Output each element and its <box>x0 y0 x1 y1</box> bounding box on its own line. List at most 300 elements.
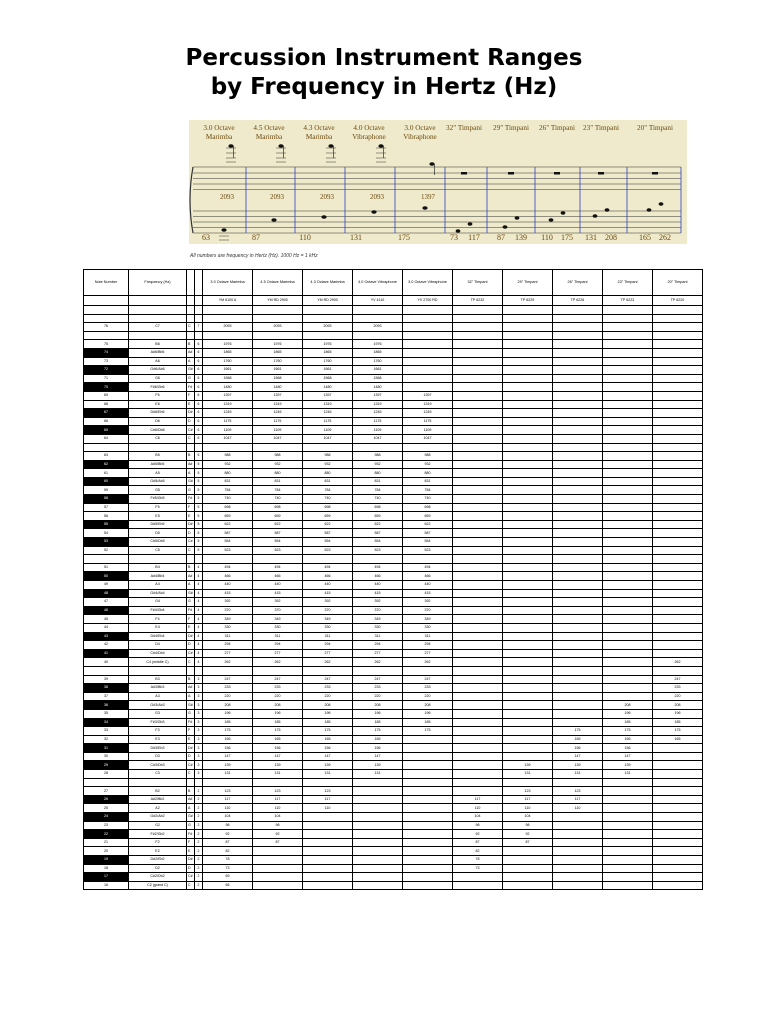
note-name: C3 <box>129 770 187 779</box>
freq-vibraphone-4: 294 <box>353 641 403 650</box>
freq-marimba-45: 208 <box>253 701 303 710</box>
note-number: 38 <box>84 684 129 693</box>
octave: 3 <box>195 735 203 744</box>
freq-timpani-26 <box>553 598 603 607</box>
freq-timpani-26 <box>553 701 603 710</box>
freq-vibraphone-4: 392 <box>353 598 403 607</box>
freq-marimba-45: 1976 <box>253 340 303 349</box>
spacer-row <box>84 331 703 340</box>
freq-timpani-32 <box>453 409 503 418</box>
note-letter: G <box>187 821 195 830</box>
empty-cell <box>203 314 253 323</box>
freq-timpani-29 <box>503 632 553 641</box>
octave: 3 <box>195 761 203 770</box>
freq-vibraphone-4: 156 <box>353 744 403 753</box>
freq-vibraphone-3: 554 <box>403 538 453 547</box>
table-row <box>84 821 703 830</box>
empty-cell <box>129 331 187 340</box>
note-name: E3 <box>129 735 187 744</box>
note-name: G3 <box>129 709 187 718</box>
freq-timpani-29 <box>503 417 553 426</box>
freq-marimba-3: 92 <box>203 830 253 839</box>
note-name: A2 <box>129 804 187 813</box>
freq-timpani-26 <box>553 460 603 469</box>
freq-timpani-26 <box>553 529 603 538</box>
freq-timpani-23 <box>603 486 653 495</box>
freq-timpani-26: 156 <box>553 744 603 753</box>
model-number: TP 6229 <box>503 296 553 306</box>
freq-marimba-3: 262 <box>203 658 253 667</box>
note-name: G#4/Ab4 <box>129 589 187 598</box>
freq-timpani-23 <box>603 881 653 890</box>
freq-timpani-20 <box>653 512 703 521</box>
freq-timpani-20 <box>653 804 703 813</box>
freq-timpani-26 <box>553 563 603 572</box>
freq-marimba-3: 1319 <box>203 400 253 409</box>
freq-timpani-32 <box>453 460 503 469</box>
octave: 4 <box>195 563 203 572</box>
freq-marimba-3: 988 <box>203 452 253 461</box>
freq-timpani-29 <box>503 495 553 504</box>
spacer-row <box>84 666 703 675</box>
freq-vibraphone-4: 233 <box>353 684 403 693</box>
table-row <box>84 752 703 761</box>
note-name: F3 <box>129 727 187 736</box>
empty-cell <box>453 314 503 323</box>
table-row <box>84 495 703 504</box>
freq-vibraphone-4: 466 <box>353 572 403 581</box>
freq-timpani-20 <box>653 426 703 435</box>
table-row <box>84 761 703 770</box>
freq-timpani-26 <box>553 374 603 383</box>
freq-marimba-45: 349 <box>253 615 303 624</box>
freq-vibraphone-3: 196 <box>403 709 453 718</box>
freq-vibraphone-4: 1109 <box>353 426 403 435</box>
freq-timpani-32 <box>453 727 503 736</box>
column-header: Note Number <box>84 270 129 296</box>
empty-cell <box>353 306 403 315</box>
freq-timpani-26 <box>553 409 603 418</box>
freq-marimba-45: 440 <box>253 581 303 590</box>
octave: 2 <box>195 804 203 813</box>
note-number: 37 <box>84 692 129 701</box>
note-number: 24 <box>84 813 129 822</box>
freq-marimba-3: 233 <box>203 684 253 693</box>
note-number: 53 <box>84 538 129 547</box>
empty-cell <box>203 306 253 315</box>
octave: 2 <box>195 838 203 847</box>
freq-vibraphone-3 <box>403 830 453 839</box>
freq-timpani-23 <box>603 675 653 684</box>
freq-marimba-43: 117 <box>303 795 353 804</box>
freq-marimba-43: 1976 <box>303 340 353 349</box>
range-bottom-label: 87 <box>497 233 505 242</box>
octave: 3 <box>195 701 203 710</box>
freq-timpani-32 <box>453 572 503 581</box>
freq-marimba-3: 123 <box>203 787 253 796</box>
freq-timpani-32 <box>453 520 503 529</box>
freq-timpani-29 <box>503 649 553 658</box>
freq-timpani-29 <box>503 684 553 693</box>
freq-timpani-32 <box>453 735 503 744</box>
range-bottom-note <box>371 210 376 214</box>
model-number: YM RD 2900 <box>253 296 303 306</box>
freq-marimba-45: 587 <box>253 529 303 538</box>
freq-timpani-23: 156 <box>603 744 653 753</box>
freq-vibraphone-4: 880 <box>353 469 403 478</box>
freq-timpani-23 <box>603 426 653 435</box>
freq-marimba-45: 494 <box>253 563 303 572</box>
range-top-label: 2093 <box>270 193 284 201</box>
freq-vibraphone-3: 185 <box>403 718 453 727</box>
freq-timpani-20 <box>653 323 703 332</box>
freq-timpani-32 <box>453 348 503 357</box>
empty-cell <box>453 306 503 315</box>
empty-cell <box>653 666 703 675</box>
note-number: 68 <box>84 400 129 409</box>
freq-vibraphone-3 <box>403 383 453 392</box>
freq-vibraphone-3: 523 <box>403 546 453 555</box>
freq-timpani-20 <box>653 598 703 607</box>
freq-marimba-43: 131 <box>303 770 353 779</box>
freq-timpani-20 <box>653 847 703 856</box>
freq-marimba-43: 247 <box>303 675 353 684</box>
freq-vibraphone-3: 1175 <box>403 417 453 426</box>
rest-mark <box>554 172 560 175</box>
freq-timpani-20 <box>653 606 703 615</box>
note-number: 69 <box>84 391 129 400</box>
note-name: A#3/Bb3 <box>129 684 187 693</box>
octave: 2 <box>195 813 203 822</box>
freq-timpani-23 <box>603 452 653 461</box>
freq-timpani-23 <box>603 572 653 581</box>
freq-vibraphone-4: 185 <box>353 718 403 727</box>
freq-marimba-3: 1397 <box>203 391 253 400</box>
range-bottom-label: 63 <box>202 233 210 242</box>
note-number: 39 <box>84 675 129 684</box>
note-letter: A# <box>187 572 195 581</box>
instrument-name: 23" Timpani <box>583 124 619 132</box>
spacer-row <box>84 314 703 323</box>
column-header <box>195 270 203 296</box>
freq-marimba-43: 466 <box>303 572 353 581</box>
freq-marimba-43: 147 <box>303 752 353 761</box>
empty-cell <box>84 306 129 315</box>
spacer-row <box>84 778 703 787</box>
freq-timpani-26 <box>553 709 603 718</box>
note-letter: A <box>187 469 195 478</box>
table-row <box>84 469 703 478</box>
title-line-1: Percussion Instrument Ranges <box>185 45 583 71</box>
freq-timpani-32: 98 <box>453 821 503 830</box>
table-row <box>84 649 703 658</box>
freq-timpani-20 <box>653 813 703 822</box>
freq-timpani-20: 247 <box>653 675 703 684</box>
octave: 3 <box>195 692 203 701</box>
freq-timpani-29 <box>503 374 553 383</box>
note-letter: F <box>187 838 195 847</box>
freq-timpani-23 <box>603 348 653 357</box>
note-number: 54 <box>84 529 129 538</box>
freq-vibraphone-4 <box>353 847 403 856</box>
freq-vibraphone-4: 220 <box>353 692 403 701</box>
freq-timpani-23: 165 <box>603 735 653 744</box>
freq-vibraphone-4: 831 <box>353 477 403 486</box>
freq-marimba-45: 220 <box>253 692 303 701</box>
note-number: 74 <box>84 348 129 357</box>
freq-timpani-23 <box>603 366 653 375</box>
freq-vibraphone-4: 587 <box>353 529 403 538</box>
freq-vibraphone-3 <box>403 787 453 796</box>
freq-timpani-26 <box>553 581 603 590</box>
freq-timpani-29 <box>503 881 553 890</box>
freq-marimba-43: 698 <box>303 503 353 512</box>
empty-cell <box>195 306 203 315</box>
freq-timpani-29 <box>503 701 553 710</box>
note-name: B2 <box>129 787 187 796</box>
note-letter: F <box>187 727 195 736</box>
note-number: 76 <box>84 323 129 332</box>
freq-timpani-23 <box>603 495 653 504</box>
freq-marimba-43: 880 <box>303 469 353 478</box>
freq-marimba-45: 1760 <box>253 357 303 366</box>
instrument-name-line-2: Marimba <box>305 133 333 141</box>
freq-timpani-32: 117 <box>453 795 503 804</box>
freq-marimba-3: 247 <box>203 675 253 684</box>
freq-timpani-20 <box>653 615 703 624</box>
freq-marimba-3: 330 <box>203 623 253 632</box>
freq-marimba-3: 2093 <box>203 323 253 332</box>
freq-timpani-26 <box>553 426 603 435</box>
note-letter: C <box>187 770 195 779</box>
note-number: 30 <box>84 752 129 761</box>
freq-timpani-26 <box>553 383 603 392</box>
freq-timpani-23 <box>603 434 653 443</box>
freq-marimba-43: 349 <box>303 615 353 624</box>
empty-cell <box>303 443 353 452</box>
freq-timpani-26: 165 <box>553 735 603 744</box>
freq-marimba-45: 1047 <box>253 434 303 443</box>
freq-vibraphone-3 <box>403 770 453 779</box>
note-number: 73 <box>84 357 129 366</box>
freq-marimba-45: 156 <box>253 744 303 753</box>
freq-vibraphone-3 <box>403 821 453 830</box>
freq-marimba-3: 587 <box>203 529 253 538</box>
freq-vibraphone-3 <box>403 374 453 383</box>
freq-timpani-26 <box>553 718 603 727</box>
empty-cell <box>84 555 129 564</box>
note-number: 26 <box>84 795 129 804</box>
freq-marimba-3: 208 <box>203 701 253 710</box>
freq-timpani-23: 147 <box>603 752 653 761</box>
freq-vibraphone-3 <box>403 735 453 744</box>
freq-marimba-3: 277 <box>203 649 253 658</box>
freq-timpani-26 <box>553 632 603 641</box>
note-name: E4 <box>129 623 187 632</box>
range-top-note <box>468 222 473 225</box>
freq-marimba-45 <box>253 873 303 882</box>
empty-cell <box>453 331 503 340</box>
freq-timpani-23 <box>603 409 653 418</box>
freq-marimba-45: 233 <box>253 684 303 693</box>
note-letter: A# <box>187 795 195 804</box>
octave: 5 <box>195 486 203 495</box>
freq-timpani-20 <box>653 340 703 349</box>
freq-timpani-26 <box>553 838 603 847</box>
empty-cell <box>195 778 203 787</box>
page-title <box>0 44 768 102</box>
freq-timpani-26 <box>553 684 603 693</box>
freq-vibraphone-4: 262 <box>353 658 403 667</box>
empty-cell <box>453 666 503 675</box>
freq-timpani-32 <box>453 366 503 375</box>
note-number: 25 <box>84 804 129 813</box>
freq-marimba-43: 370 <box>303 606 353 615</box>
freq-timpani-23 <box>603 821 653 830</box>
octave: 6 <box>195 409 203 418</box>
table-row <box>84 426 703 435</box>
freq-marimba-43 <box>303 881 353 890</box>
empty-cell <box>553 555 603 564</box>
freq-timpani-29 <box>503 323 553 332</box>
freq-vibraphone-4: 349 <box>353 615 403 624</box>
table-row <box>84 692 703 701</box>
empty-cell <box>253 443 303 452</box>
freq-timpani-23 <box>603 623 653 632</box>
freq-marimba-3: 196 <box>203 709 253 718</box>
freq-timpani-29 <box>503 520 553 529</box>
note-name: B3 <box>129 675 187 684</box>
freq-marimba-43: 494 <box>303 563 353 572</box>
freq-timpani-26 <box>553 873 603 882</box>
freq-timpani-26 <box>553 589 603 598</box>
freq-vibraphone-4: 622 <box>353 520 403 529</box>
freq-timpani-29 <box>503 340 553 349</box>
empty-cell <box>253 555 303 564</box>
note-number: 16 <box>84 881 129 890</box>
freq-timpani-26 <box>553 641 603 650</box>
note-number: 20 <box>84 847 129 856</box>
freq-timpani-20 <box>653 752 703 761</box>
freq-marimba-45: 1175 <box>253 417 303 426</box>
freq-timpani-29 <box>503 357 553 366</box>
freq-timpani-20: 196 <box>653 709 703 718</box>
freq-vibraphone-3 <box>403 761 453 770</box>
freq-timpani-26 <box>553 434 603 443</box>
freq-vibraphone-3: 294 <box>403 641 453 650</box>
empty-cell <box>403 314 453 323</box>
model-number <box>129 296 187 306</box>
table-row <box>84 856 703 865</box>
freq-timpani-20 <box>653 744 703 753</box>
frequency-note: All numbers are frequency in Hertz (Hz). 1000 Hz = 1 kHz <box>190 253 318 259</box>
rest-mark <box>652 172 658 175</box>
freq-timpani-29 <box>503 744 553 753</box>
freq-timpani-20 <box>653 434 703 443</box>
table-row <box>84 486 703 495</box>
table-row <box>84 409 703 418</box>
note-name: B4 <box>129 563 187 572</box>
octave: 2 <box>195 795 203 804</box>
note-number: 44 <box>84 623 129 632</box>
freq-timpani-26: 175 <box>553 727 603 736</box>
note-number: 57 <box>84 503 129 512</box>
freq-vibraphone-3: 932 <box>403 460 453 469</box>
staff-notation <box>189 120 687 244</box>
table-header-row <box>84 270 703 296</box>
freq-vibraphone-4 <box>353 856 403 865</box>
range-top-note <box>515 216 520 219</box>
freq-timpani-23 <box>603 632 653 641</box>
freq-timpani-26 <box>553 606 603 615</box>
freq-timpani-23 <box>603 658 653 667</box>
table-row <box>84 323 703 332</box>
freq-timpani-32 <box>453 357 503 366</box>
freq-vibraphone-3: 220 <box>403 692 453 701</box>
note-letter: F <box>187 615 195 624</box>
freq-marimba-43: 1865 <box>303 348 353 357</box>
note-name: C7 <box>129 323 187 332</box>
empty-cell <box>84 666 129 675</box>
octave: 4 <box>195 641 203 650</box>
freq-timpani-26 <box>553 649 603 658</box>
model-number: TP 6223 <box>603 296 653 306</box>
freq-timpani-32: 82 <box>453 847 503 856</box>
empty-cell <box>129 778 187 787</box>
empty-cell <box>603 314 653 323</box>
freq-marimba-43: 831 <box>303 477 353 486</box>
freq-marimba-3: 622 <box>203 520 253 529</box>
freq-vibraphone-3: 175 <box>403 727 453 736</box>
freq-marimba-43: 1109 <box>303 426 353 435</box>
freq-marimba-3: 165 <box>203 735 253 744</box>
note-letter: A <box>187 581 195 590</box>
freq-marimba-3: 294 <box>203 641 253 650</box>
empty-cell <box>403 555 453 564</box>
octave: 3 <box>195 727 203 736</box>
freq-timpani-26 <box>553 658 603 667</box>
freq-marimba-43: 123 <box>303 787 353 796</box>
freq-timpani-29 <box>503 503 553 512</box>
freq-vibraphone-4: 2093 <box>353 323 403 332</box>
freq-vibraphone-4: 370 <box>353 606 403 615</box>
freq-vibraphone-3 <box>403 847 453 856</box>
freq-timpani-20 <box>653 348 703 357</box>
freq-timpani-29 <box>503 735 553 744</box>
freq-marimba-3: 554 <box>203 538 253 547</box>
freq-marimba-45: 139 <box>253 761 303 770</box>
note-number: 58 <box>84 495 129 504</box>
table-row <box>84 632 703 641</box>
freq-timpani-20 <box>653 400 703 409</box>
table-row <box>84 813 703 822</box>
freq-timpani-29 <box>503 727 553 736</box>
rest-mark <box>508 172 514 175</box>
note-name: A5 <box>129 469 187 478</box>
freq-vibraphone-3 <box>403 804 453 813</box>
freq-timpani-20: 175 <box>653 727 703 736</box>
freq-marimba-45 <box>253 864 303 873</box>
freq-timpani-23 <box>603 787 653 796</box>
freq-marimba-43 <box>303 856 353 865</box>
note-name: D3 <box>129 752 187 761</box>
note-name: G#2/Ab2 <box>129 813 187 822</box>
freq-timpani-26 <box>553 391 603 400</box>
note-name: F#2/Gb2 <box>129 830 187 839</box>
freq-timpani-32 <box>453 391 503 400</box>
instrument-name: 26" Timpani <box>539 124 575 132</box>
octave: 4 <box>195 658 203 667</box>
